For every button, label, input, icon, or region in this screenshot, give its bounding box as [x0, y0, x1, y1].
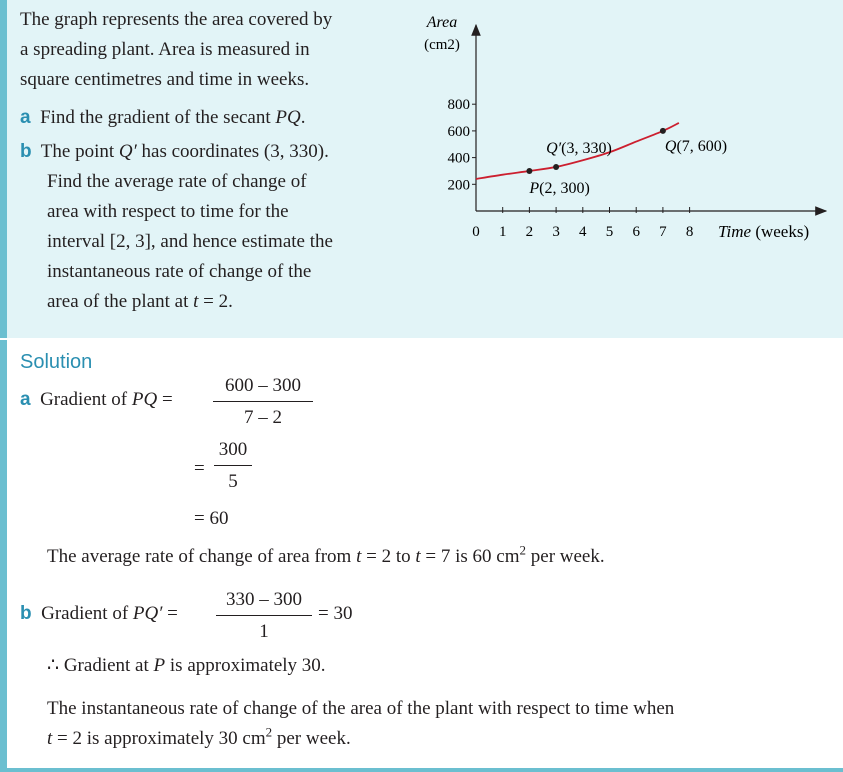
solution-b-label: b [20, 603, 32, 624]
solution-a-fraction-2 [214, 440, 252, 491]
x-tick-label: 5 [605, 224, 614, 240]
part-b-last-post: = 2. [198, 291, 233, 312]
solution-a-pre: Gradient of [40, 389, 132, 410]
question-part-b [20, 142, 329, 161]
part-a-var: PQ [275, 107, 301, 128]
solution-b-den: 1 [259, 621, 269, 642]
part-b-line-3: area with respect to time for the [47, 201, 289, 222]
final-end: per week. [272, 728, 351, 749]
summary-mid: = 2 to [361, 546, 416, 567]
part-b-last-pre: area of the plant at [47, 291, 194, 312]
solution-b-final-line-2 [47, 724, 351, 749]
data-point [660, 128, 666, 134]
solution-a-fraction-1 [213, 376, 313, 427]
x-tick-label: 6 [632, 224, 640, 240]
part-b-label: b [20, 141, 32, 162]
summary-end: per week. [526, 546, 605, 567]
solution-b-therefore [47, 656, 326, 675]
fraction-bar [213, 401, 313, 402]
y-axis-unit: (cm2) [424, 37, 460, 53]
x-axis-title-name: Time [718, 222, 752, 241]
solution-b-eq: = [162, 603, 178, 624]
x-tick-label: 1 [498, 224, 507, 240]
x-tick-label: 3 [552, 224, 560, 240]
solution-b-result: = 30 [318, 603, 353, 624]
data-point [526, 168, 532, 174]
part-b-line-4: interval [2, 3], and hence estimate the [47, 231, 333, 252]
therefore-pre: ∴ Gradient at [47, 655, 154, 676]
x-axis-title [718, 222, 809, 241]
question-intro-line-1: The graph represents the area covered by [20, 9, 333, 30]
solution-b-num: 330 – 300 [226, 589, 302, 610]
x-tick-label: 4 [579, 224, 587, 240]
point-label: Q(7, 600) [664, 137, 728, 155]
fraction-bar [216, 615, 312, 616]
solution-b-pre: Gradient of [41, 603, 133, 624]
part-b-line1-pre: The point [40, 141, 119, 162]
fraction-bar [214, 465, 252, 466]
summary-post: = 7 is 60 cm [420, 546, 520, 567]
x-tick-label: 8 [685, 224, 694, 240]
summary-t1: t [356, 546, 362, 567]
part-a-text: Find the gradient of the secant [40, 107, 276, 128]
solution-a-eq: = [157, 389, 173, 410]
x-tick-label: 2 [525, 224, 534, 240]
part-b-last-var: t [193, 291, 199, 312]
question-intro-line-3: square centimetres and time in weeks. [20, 69, 310, 90]
solution-b-line [20, 604, 178, 623]
final-var: t [47, 728, 53, 749]
data-point [553, 164, 559, 170]
therefore-var: P [153, 655, 166, 676]
y-tick-label: 200 [447, 177, 470, 194]
part-b-line-5: instantaneous rate of change of the [47, 261, 312, 282]
y-tick-label: 800 [447, 97, 470, 114]
solution-a-result: = 60 [194, 508, 229, 529]
area-graph [410, 5, 840, 245]
final-post: = 2 is approximately 30 cm [52, 728, 266, 749]
solution-a-num-1: 600 – 300 [225, 375, 301, 396]
solution-b-final-line-1: The instantaneous rate of change of the area of the plant with respect to time when [47, 698, 675, 719]
x-axis-title-unit: (weeks) [755, 222, 810, 241]
part-b-line1-post: has coordinates (3, 330). [136, 141, 329, 162]
solution-a-den-1: 7 – 2 [244, 407, 282, 428]
x-tick-label: 0 [472, 224, 480, 240]
y-tick-label: 400 [447, 150, 470, 167]
solution-a-var: PQ [131, 389, 158, 410]
part-a-post: . [300, 107, 306, 128]
point-label: Q′(3, 330) [546, 139, 612, 157]
x-tick-label: 7 [659, 224, 667, 240]
solution-heading: Solution [20, 351, 93, 373]
summary-sup: 2 [519, 542, 527, 558]
part-b-line1-var: Q′ [118, 141, 137, 162]
part-b-line-6 [47, 292, 233, 311]
summary-t2: t [415, 546, 421, 567]
part-a-label: a [20, 107, 31, 128]
solution-b-fraction [216, 590, 312, 641]
solution-a-label: a [20, 389, 31, 410]
part-b-line-2: Find the average rate of change of [47, 171, 307, 192]
solution-a-den-2: 5 [228, 471, 238, 492]
y-tick-label: 600 [447, 123, 470, 140]
solution-a-num-2: 300 [218, 439, 248, 460]
therefore-post: is approximately 30. [165, 655, 326, 676]
y-axis-title: Area [426, 14, 458, 31]
summary-pre: The average rate of change of area from [47, 546, 357, 567]
solution-b-var: PQ′ [132, 603, 163, 624]
solution-a-summary [47, 542, 605, 567]
final-sup: 2 [265, 724, 273, 740]
question-part-a [20, 108, 305, 127]
solution-a-eq-2: = [194, 458, 205, 479]
point-label: P(2, 300) [529, 179, 590, 197]
solution-a-line [20, 390, 173, 409]
question-intro-line-2: a spreading plant. Area is measured in [20, 39, 310, 60]
